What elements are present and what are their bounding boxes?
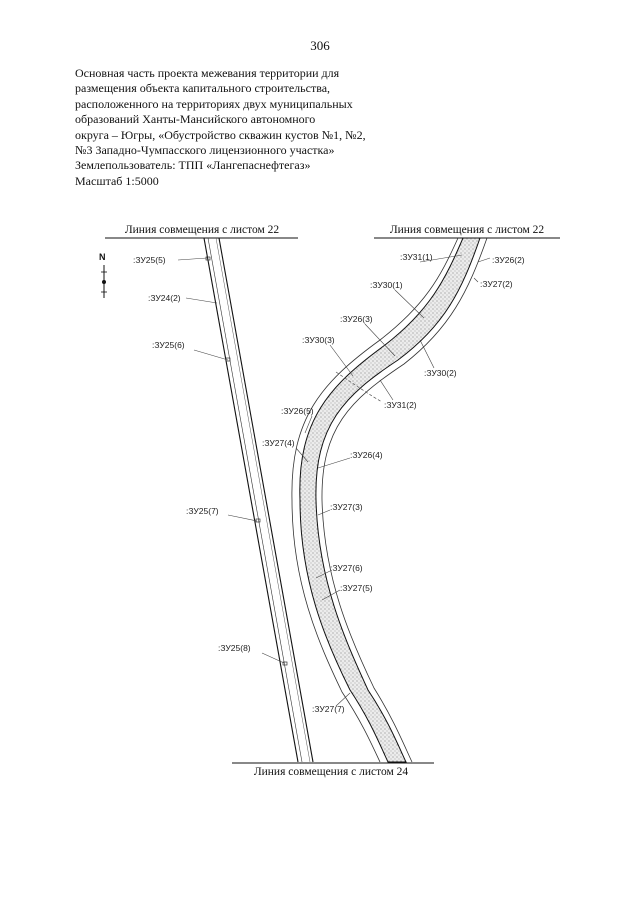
north-letter: N: [99, 252, 106, 262]
parcel-label-zu25-5: :ЗУ25(5): [133, 255, 166, 265]
parcel-label-zu24-2: :ЗУ24(2): [148, 293, 181, 303]
title-line-6: №3 Западно-Чумпасского лицензионного участка»: [75, 143, 335, 158]
title-line-4: образований Ханты-Мансийского автономного: [75, 112, 316, 127]
title-line-3: расположенного на территориях двух муниципальных: [75, 96, 353, 111]
title-line-2: размещения объекта капитального строительства,: [75, 81, 331, 96]
parcel-label-zu31-2: :ЗУ31(2): [384, 400, 417, 410]
parcel-label-zu27-6: :ЗУ27(6): [330, 563, 363, 573]
title-line-1: Основная часть проекта межевания территории для: [75, 66, 340, 80]
parcel-label-zu30-2: :ЗУ30(2): [424, 368, 457, 378]
parcel-label-zu30-1: :ЗУ30(1): [370, 280, 403, 290]
parcel-label-zu26-5: :ЗУ26(5): [281, 406, 314, 416]
parcel-label-zu27-2: :ЗУ27(2): [480, 279, 513, 289]
parcel-label-zu25-7: :ЗУ25(7): [186, 506, 219, 516]
parcel-label-zu26-3: :ЗУ26(3): [340, 314, 373, 324]
parcel-label-zu31-1: :ЗУ31(1): [400, 252, 433, 262]
land-user: Землепользователь: ТПП «Лангепаснефтегаз»: [75, 158, 311, 173]
parcel-label-zu27-5: :ЗУ27(5): [340, 583, 373, 593]
parcel-label-zu30-3: :ЗУ30(3): [302, 335, 335, 345]
map-scale: Масштаб 1:5000: [75, 173, 159, 188]
parcel-label-zu25-6: :ЗУ25(6): [152, 340, 185, 350]
parcel-label-zu27-7: :ЗУ27(7): [312, 704, 345, 714]
parcel-label-zu27-4: :ЗУ27(4): [262, 438, 295, 448]
curved-corridor-band: [300, 238, 480, 762]
page-number: 306: [310, 38, 330, 53]
title-line-5: округа – Югры, «Обустройство скважин кустов №1, №2,: [75, 127, 366, 142]
boundary-label-bottom: Линия совмещения с листом 24: [253, 766, 409, 778]
straight-corridor: [204, 238, 313, 762]
boundary-label-top-right: Линия совмещения с листом 22: [389, 224, 545, 236]
parcel-label-zu27-3: :ЗУ27(3): [330, 502, 363, 512]
boundary-label-top-left: Линия совмещения с листом 22: [124, 224, 280, 236]
parcel-label-zu26-4: :ЗУ26(4): [350, 450, 383, 460]
parcel-label-zu25-8: :ЗУ25(8): [218, 643, 251, 653]
north-arrow-icon: [99, 252, 107, 298]
parcel-label-zu26-2: :ЗУ26(2): [492, 255, 525, 265]
